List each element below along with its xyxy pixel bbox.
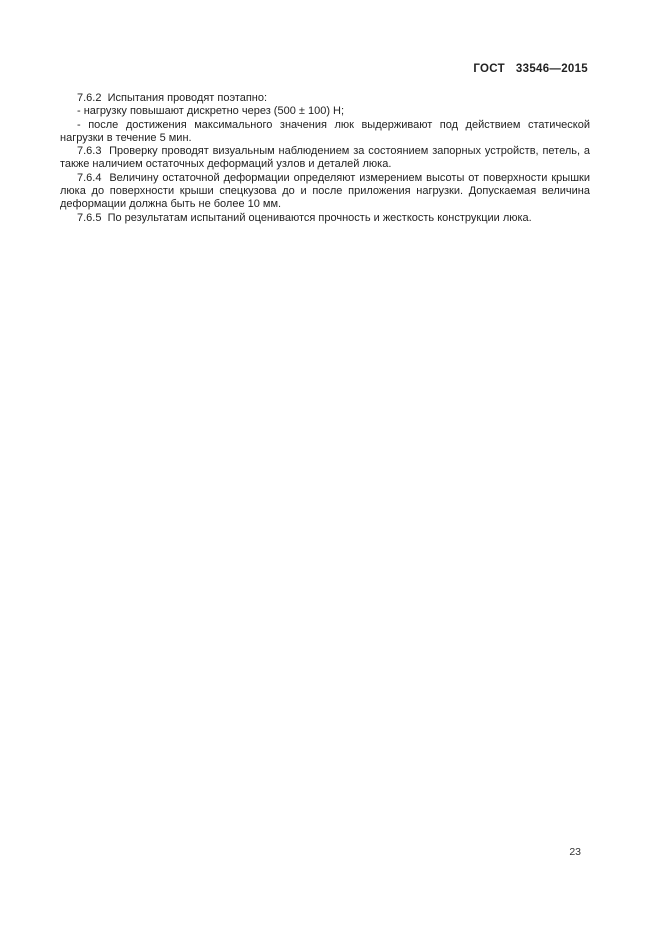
paragraph-clause-7-6-4: 7.6.4 Величину остаточной деформации определяют измерением высоты от поверхности крышки люка до поверхности крыши спецкузова до и после приложения нагрузки. Допускаемая величина деформации должна быть не более 10 мм. — [60, 171, 590, 211]
paragraph-clause-7-6-2: 7.6.2 Испытания проводят поэтапно: — [77, 92, 268, 104]
standard-number: ГОСТ 33546—2015 — [473, 63, 588, 75]
document-body — [60, 92, 590, 225]
page-header — [60, 63, 588, 76]
paragraph-clause-7-6-3: 7.6.3 Проверку проводят визуальным наблюдением за состоянием запорных устройств, петель, а также наличием остаточных деформаций узлов и деталей люка. — [60, 145, 590, 171]
paragraph-clause-7-6-5: 7.6.5 По результатам испытаний оцениваются прочность и жесткость конструкции люка. — [77, 211, 532, 224]
list-item-load-increase: - нагрузку повышают дискретно через (500 ± 100) Н; — [77, 105, 345, 118]
page-number: 23 — [569, 846, 581, 858]
page-footer — [60, 846, 581, 859]
list-item-max-load-hold: - после достижения максимального значения люк выдерживают под действием статической нагрузки в течение 5 мин. — [60, 118, 590, 144]
